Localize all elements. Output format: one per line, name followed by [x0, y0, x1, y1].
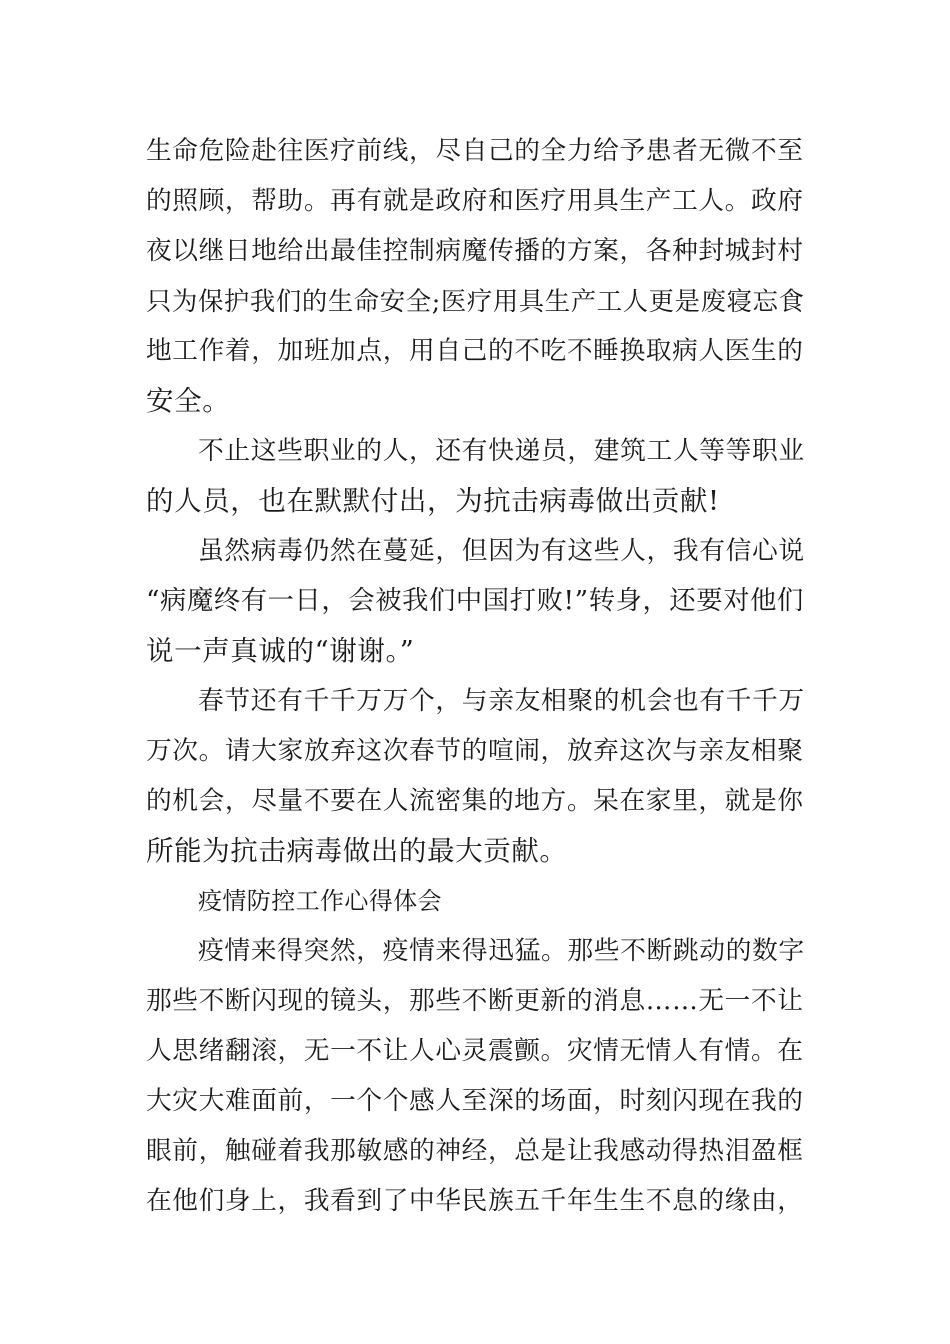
text-line: 只为保护我们的生命安全;医疗用具生产工人更是废寝忘食 [146, 286, 805, 316]
text-line: 不止这些职业的人，还有快递员，建筑工人等等职业 [198, 436, 805, 466]
text-line: 的照顾，帮助。再有就是政府和医疗用具生产工人。政府 [146, 186, 804, 216]
text-line: 疫情来得突然，疫情来得迅猛。那些不断跳动的数字 [198, 936, 805, 966]
text-line: 地工作着，加班加点，用自己的不吃不睡换取病人医生的 [146, 336, 804, 366]
text-line: 生命危险赴往医疗前线，尽自己的全力给予患者无微不至 [146, 136, 804, 166]
text-line: 所能为抗击病毒做出的最大贡献。 [146, 835, 568, 867]
text-line: 大灾大难面前，一个个感人至深的场面，时刻闪现在我的 [146, 1086, 804, 1116]
text-line: 安全。 [146, 385, 231, 417]
text-line: 说一声真诚的“谢谢。” [146, 635, 415, 667]
text-line: 眼前，触碰着我那敏感的神经，总是让我感动得热泪盈框 [146, 1136, 804, 1166]
text-line: 的人员，也在默默付出，为抗击病毒做出贡献! [146, 485, 720, 517]
text-line: 那些不断闪现的镜头，那些不断更新的消息……无一不让 [146, 986, 804, 1016]
text-line: 春节还有千千万万个，与亲友相聚的机会也有千千万 [198, 686, 805, 716]
text-line: 虽然病毒仍然在蔓延，但因为有这些人，我有信心说 [198, 536, 805, 566]
section-heading: 疫情防控工作心得体会 [198, 887, 442, 915]
text-line: 夜以继日地给出最佳控制病魔传播的方案，各种封城封村 [146, 236, 804, 266]
text-line: “病魔终有一日，会被我们中国打败!”转身，还要对他们 [146, 586, 804, 616]
text-line: 的机会，尽量不要在人流密集的地方。呆在家里，就是你 [146, 786, 804, 816]
text-line: 人思绪翻滚，无一不让人心灵震颤。灾情无情人有情。在 [146, 1036, 804, 1066]
text-line: 在他们身上，我看到了中华民族五千年生生不息的缘由， [146, 1186, 804, 1216]
document-body [146, 126, 810, 1226]
text-line: 万次。请大家放弃这次春节的喧闹，放弃这次与亲友相聚 [146, 736, 804, 766]
